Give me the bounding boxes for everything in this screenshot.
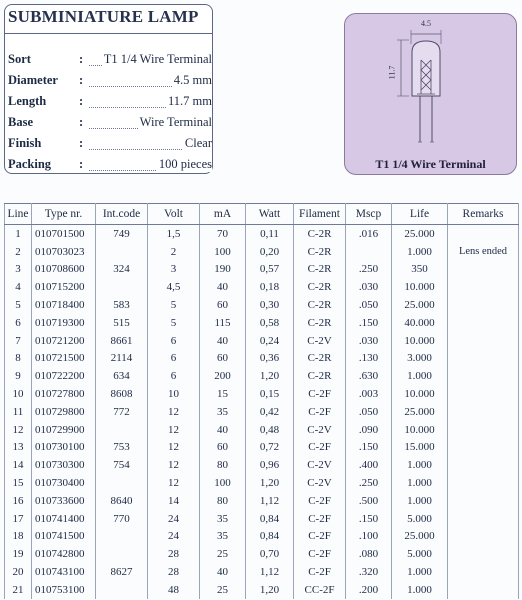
table-cell: 100 — [200, 474, 246, 492]
spec-value: Wire Terminal — [139, 115, 212, 129]
table-cell: C-2F — [294, 545, 346, 563]
table-cell: C-2R — [294, 350, 346, 368]
table-cell: 190 — [200, 261, 246, 279]
table-cell: 1,20 — [246, 581, 294, 599]
spec-label: Base — [8, 115, 33, 129]
spec-colon: : — [79, 136, 84, 150]
table-cell — [448, 367, 519, 385]
table-cell: 0,11 — [246, 225, 294, 243]
table-cell — [96, 474, 148, 492]
table-row — [5, 528, 519, 546]
column-header: mA — [200, 204, 246, 225]
table-cell: 1 — [5, 225, 32, 243]
table-cell: .003 — [346, 385, 392, 403]
table-cell: 010727800 — [32, 385, 96, 403]
column-header: Int.code — [96, 204, 148, 225]
table-cell: .030 — [346, 332, 392, 350]
table-cell: 25 — [200, 581, 246, 599]
table-cell: 1.000 — [392, 474, 448, 492]
table-cell: 40 — [200, 421, 246, 439]
spec-colon: : — [79, 73, 84, 87]
table-cell: 10 — [148, 385, 200, 403]
table-cell: 7 — [5, 332, 32, 350]
column-header: Mscp — [346, 204, 392, 225]
table-cell: C-2F — [294, 492, 346, 510]
table-cell: 12 — [5, 421, 32, 439]
table-cell: 010729900 — [32, 421, 96, 439]
spec-label: Packing — [8, 157, 52, 171]
table-cell: 1.000 — [392, 243, 448, 261]
table-cell: .090 — [346, 421, 392, 439]
table-cell: 2 — [5, 243, 32, 261]
table-cell: 5 — [148, 314, 200, 332]
table-cell: 1,12 — [246, 492, 294, 510]
spec-label: Finish — [8, 136, 42, 150]
table-cell — [448, 492, 519, 510]
table-cell: 010715200 — [32, 278, 96, 296]
table-cell: C-2F — [294, 385, 346, 403]
table-cell: 0,72 — [246, 439, 294, 457]
table-cell: 70 — [200, 225, 246, 243]
table-cell: 48 — [148, 581, 200, 599]
table-cell: 8640 — [96, 492, 148, 510]
table-cell: 1.000 — [392, 581, 448, 599]
table-cell: .500 — [346, 492, 392, 510]
table-cell: 010742800 — [32, 545, 96, 563]
table-cell: 12 — [148, 403, 200, 421]
table-cell: 010730100 — [32, 439, 96, 457]
table-row — [5, 261, 519, 279]
table-cell: 0,57 — [246, 261, 294, 279]
table-cell: 15 — [200, 385, 246, 403]
table-cell: 60 — [200, 439, 246, 457]
table-cell: 10 — [5, 385, 32, 403]
table-cell — [448, 439, 519, 457]
table-cell: 40 — [200, 563, 246, 581]
table-cell: 6 — [5, 314, 32, 332]
table-cell: .050 — [346, 403, 392, 421]
table-cell: .320 — [346, 563, 392, 581]
table-cell: 2 — [148, 243, 200, 261]
table-row — [5, 296, 519, 314]
table-cell: 3.000 — [392, 350, 448, 368]
lamp-caption: T1 1/4 Wire Terminal — [375, 157, 486, 171]
spec-row — [8, 115, 212, 133]
column-header: Life — [392, 204, 448, 225]
table-cell: C-2V — [294, 456, 346, 474]
table-row — [5, 439, 519, 457]
table-cell: .016 — [346, 225, 392, 243]
table-cell: .250 — [346, 474, 392, 492]
table-cell — [448, 456, 519, 474]
table-cell: .150 — [346, 439, 392, 457]
spec-value: T1 1/4 Wire Terminal — [103, 52, 212, 66]
spec-row — [8, 157, 212, 175]
table-cell: 1,20 — [246, 367, 294, 385]
table-cell — [448, 296, 519, 314]
lamp-drawing-panel — [344, 13, 517, 175]
table-cell: 12 — [148, 421, 200, 439]
table-row — [5, 350, 519, 368]
table-cell: 010719300 — [32, 314, 96, 332]
table-cell: 0,70 — [246, 545, 294, 563]
table-cell: .050 — [346, 296, 392, 314]
spec-row — [8, 73, 212, 91]
table-cell: 634 — [96, 367, 148, 385]
table-row — [5, 385, 519, 403]
table-cell: 5 — [5, 296, 32, 314]
table-cell — [448, 545, 519, 563]
table-row — [5, 225, 519, 243]
table-cell: 25.000 — [392, 403, 448, 421]
table-cell — [96, 243, 148, 261]
table-cell: 1.000 — [392, 456, 448, 474]
table-cell: 770 — [96, 510, 148, 528]
table-cell: 350 — [392, 261, 448, 279]
lamp-drawing — [345, 14, 516, 174]
table-cell: C-2V — [294, 332, 346, 350]
table-cell: 80 — [200, 456, 246, 474]
table-cell: 40 — [200, 278, 246, 296]
table-cell — [448, 581, 519, 599]
table-cell: 0,24 — [246, 332, 294, 350]
spec-row — [8, 94, 212, 112]
table-cell: 0,18 — [246, 278, 294, 296]
table-cell: 12 — [148, 456, 200, 474]
table-cell: 1,20 — [246, 474, 294, 492]
table-row — [5, 367, 519, 385]
table-cell: 10.000 — [392, 421, 448, 439]
table-cell: .400 — [346, 456, 392, 474]
table-cell: 10.000 — [392, 278, 448, 296]
table-cell: 010721200 — [32, 332, 96, 350]
table-cell: C-2F — [294, 439, 346, 457]
table-cell: 8 — [5, 350, 32, 368]
table-cell: C-2R — [294, 278, 346, 296]
table-cell: 0,20 — [246, 243, 294, 261]
table-cell: 14 — [148, 492, 200, 510]
spec-panel — [4, 4, 213, 174]
table-cell: 749 — [96, 225, 148, 243]
spec-value: 11.7 mm — [168, 94, 212, 108]
table-cell: 0,48 — [246, 421, 294, 439]
table-cell: 010729800 — [32, 403, 96, 421]
table-row — [5, 456, 519, 474]
table-cell — [448, 350, 519, 368]
table-cell — [448, 278, 519, 296]
table-cell: 4 — [5, 278, 32, 296]
table-cell — [448, 528, 519, 546]
table-cell: 8627 — [96, 563, 148, 581]
width-dimension-label: 4.5 — [421, 19, 431, 28]
table-cell: 010741500 — [32, 528, 96, 546]
table-cell: 753 — [96, 439, 148, 457]
spec-value: 100 pieces — [158, 157, 212, 171]
table-cell: 28 — [148, 545, 200, 563]
spec-label: Diameter — [8, 73, 58, 87]
table-cell: 12 — [148, 474, 200, 492]
spec-label: Length — [8, 94, 47, 108]
table-cell: 16 — [5, 492, 32, 510]
table-cell — [448, 563, 519, 581]
table-cell: 3 — [148, 261, 200, 279]
table-cell: C-2V — [294, 421, 346, 439]
spec-divider — [5, 33, 212, 34]
spec-value: 4.5 mm — [173, 73, 212, 87]
table-cell: 25 — [200, 545, 246, 563]
column-header: Type nr. — [32, 204, 96, 225]
table-cell: 5 — [148, 296, 200, 314]
table-cell: 010753100 — [32, 581, 96, 599]
table-row — [5, 510, 519, 528]
table-cell: 100 — [200, 243, 246, 261]
table-cell: .150 — [346, 314, 392, 332]
table-cell: 11 — [5, 403, 32, 421]
table-cell: 010733600 — [32, 492, 96, 510]
table-cell: C-2V — [294, 474, 346, 492]
table-cell: 24 — [148, 510, 200, 528]
table-cell: 21 — [5, 581, 32, 599]
spec-value: Clear — [184, 136, 212, 150]
column-header: Line — [5, 204, 32, 225]
table-cell: 10.000 — [392, 385, 448, 403]
table-cell: 0,58 — [246, 314, 294, 332]
table-cell: 10.000 — [392, 332, 448, 350]
spec-row — [8, 136, 212, 154]
table-cell: Lens ended — [448, 243, 519, 261]
table-cell: 0,36 — [246, 350, 294, 368]
table-cell — [448, 332, 519, 350]
table-row — [5, 581, 519, 599]
table-cell: 19 — [5, 545, 32, 563]
table-cell: 6 — [148, 332, 200, 350]
table-cell: 324 — [96, 261, 148, 279]
table-cell: CC-2F — [294, 581, 346, 599]
table-cell: .250 — [346, 261, 392, 279]
table-cell: 60 — [200, 296, 246, 314]
table-cell: 8661 — [96, 332, 148, 350]
table-cell: 200 — [200, 367, 246, 385]
column-header: Volt — [148, 204, 200, 225]
table-cell — [448, 385, 519, 403]
table-cell: 20 — [5, 563, 32, 581]
table-cell: 9 — [5, 367, 32, 385]
table-cell — [448, 261, 519, 279]
table-cell: 0,30 — [246, 296, 294, 314]
table-cell: C-2R — [294, 261, 346, 279]
table-cell — [96, 545, 148, 563]
table-cell: C-2F — [294, 563, 346, 581]
table-cell: 5.000 — [392, 545, 448, 563]
table-cell: 5.000 — [392, 510, 448, 528]
table-cell: 754 — [96, 456, 148, 474]
table-cell: 15.000 — [392, 439, 448, 457]
spec-colon: : — [79, 115, 84, 129]
table-cell — [96, 581, 148, 599]
table-row — [5, 332, 519, 350]
table-cell: 4,5 — [148, 278, 200, 296]
table-cell: 010701500 — [32, 225, 96, 243]
column-header: Remarks — [448, 204, 519, 225]
table-cell: 60 — [200, 350, 246, 368]
table-cell: 13 — [5, 439, 32, 457]
table-cell: 15 — [5, 474, 32, 492]
table-cell: 25.000 — [392, 225, 448, 243]
spec-colon: : — [79, 157, 84, 171]
table-cell: 2114 — [96, 350, 148, 368]
table-row — [5, 545, 519, 563]
table-cell: 1.000 — [392, 367, 448, 385]
table-cell: 35 — [200, 510, 246, 528]
length-dimension-label: 11.7 — [387, 65, 397, 80]
table-cell: C-2R — [294, 367, 346, 385]
table-cell: 010718400 — [32, 296, 96, 314]
table-cell: 1.000 — [392, 563, 448, 581]
table-cell: 0,84 — [246, 528, 294, 546]
table-cell: 80 — [200, 492, 246, 510]
spec-label: Sort — [8, 52, 31, 66]
table-cell: 010703023 — [32, 243, 96, 261]
table-row — [5, 474, 519, 492]
table-cell — [96, 278, 148, 296]
spec-colon: : — [79, 94, 84, 108]
table-cell: 25.000 — [392, 296, 448, 314]
table-cell: C-2F — [294, 403, 346, 421]
table-cell — [96, 421, 148, 439]
lamp-table — [4, 203, 519, 599]
table-cell: C-2F — [294, 528, 346, 546]
table-cell: 772 — [96, 403, 148, 421]
column-header: Filament — [294, 204, 346, 225]
table-cell: 14 — [5, 456, 32, 474]
column-header: Watt — [246, 204, 294, 225]
table-cell — [448, 510, 519, 528]
table-cell — [96, 528, 148, 546]
table-row — [5, 563, 519, 581]
table-cell: 010708600 — [32, 261, 96, 279]
table-cell: 25.000 — [392, 528, 448, 546]
table-cell: 40.000 — [392, 314, 448, 332]
table-cell: .030 — [346, 278, 392, 296]
table-cell: C-2F — [294, 510, 346, 528]
table-cell: 6 — [148, 350, 200, 368]
table-cell: 0,15 — [246, 385, 294, 403]
table-row — [5, 492, 519, 510]
table-cell — [448, 403, 519, 421]
table-cell: 35 — [200, 528, 246, 546]
table-cell: 0,84 — [246, 510, 294, 528]
table-cell: 010722200 — [32, 367, 96, 385]
table-cell: .150 — [346, 510, 392, 528]
table-cell: 1,5 — [148, 225, 200, 243]
table-cell: 1,12 — [246, 563, 294, 581]
table-cell — [448, 314, 519, 332]
table-cell: C-2R — [294, 314, 346, 332]
table-cell: 28 — [148, 563, 200, 581]
table-cell: 24 — [148, 528, 200, 546]
table-cell: 18 — [5, 528, 32, 546]
table-cell — [346, 243, 392, 261]
table-cell: .630 — [346, 367, 392, 385]
table-cell: 6 — [148, 367, 200, 385]
table-cell: C-2R — [294, 243, 346, 261]
table-row — [5, 314, 519, 332]
table-cell: 010741400 — [32, 510, 96, 528]
spec-row — [8, 52, 212, 70]
table-cell: .100 — [346, 528, 392, 546]
table-cell: 0,96 — [246, 456, 294, 474]
table-cell: 0,42 — [246, 403, 294, 421]
table-row — [5, 243, 519, 261]
table-cell: 12 — [148, 439, 200, 457]
table-cell: C-2R — [294, 225, 346, 243]
table-cell — [448, 225, 519, 243]
table-cell: 515 — [96, 314, 148, 332]
table-row — [5, 403, 519, 421]
table-cell — [448, 474, 519, 492]
table-row — [5, 278, 519, 296]
table-row — [5, 421, 519, 439]
table-header-row — [5, 204, 519, 225]
table-cell: .200 — [346, 581, 392, 599]
table-cell — [448, 421, 519, 439]
table-cell: 010730400 — [32, 474, 96, 492]
table-cell: .130 — [346, 350, 392, 368]
table-cell: 115 — [200, 314, 246, 332]
table-cell: 40 — [200, 332, 246, 350]
table-cell: 17 — [5, 510, 32, 528]
table-cell: 010743100 — [32, 563, 96, 581]
spec-title: SUBMINIATURE LAMP — [8, 7, 199, 26]
table-cell: 010721500 — [32, 350, 96, 368]
table-cell: 010730300 — [32, 456, 96, 474]
spec-colon: : — [79, 52, 84, 66]
table-cell: C-2R — [294, 296, 346, 314]
table-cell: 583 — [96, 296, 148, 314]
table-cell: 3 — [5, 261, 32, 279]
table-cell: .080 — [346, 545, 392, 563]
table-cell: 35 — [200, 403, 246, 421]
table-cell: 8608 — [96, 385, 148, 403]
table-cell: 1.000 — [392, 492, 448, 510]
